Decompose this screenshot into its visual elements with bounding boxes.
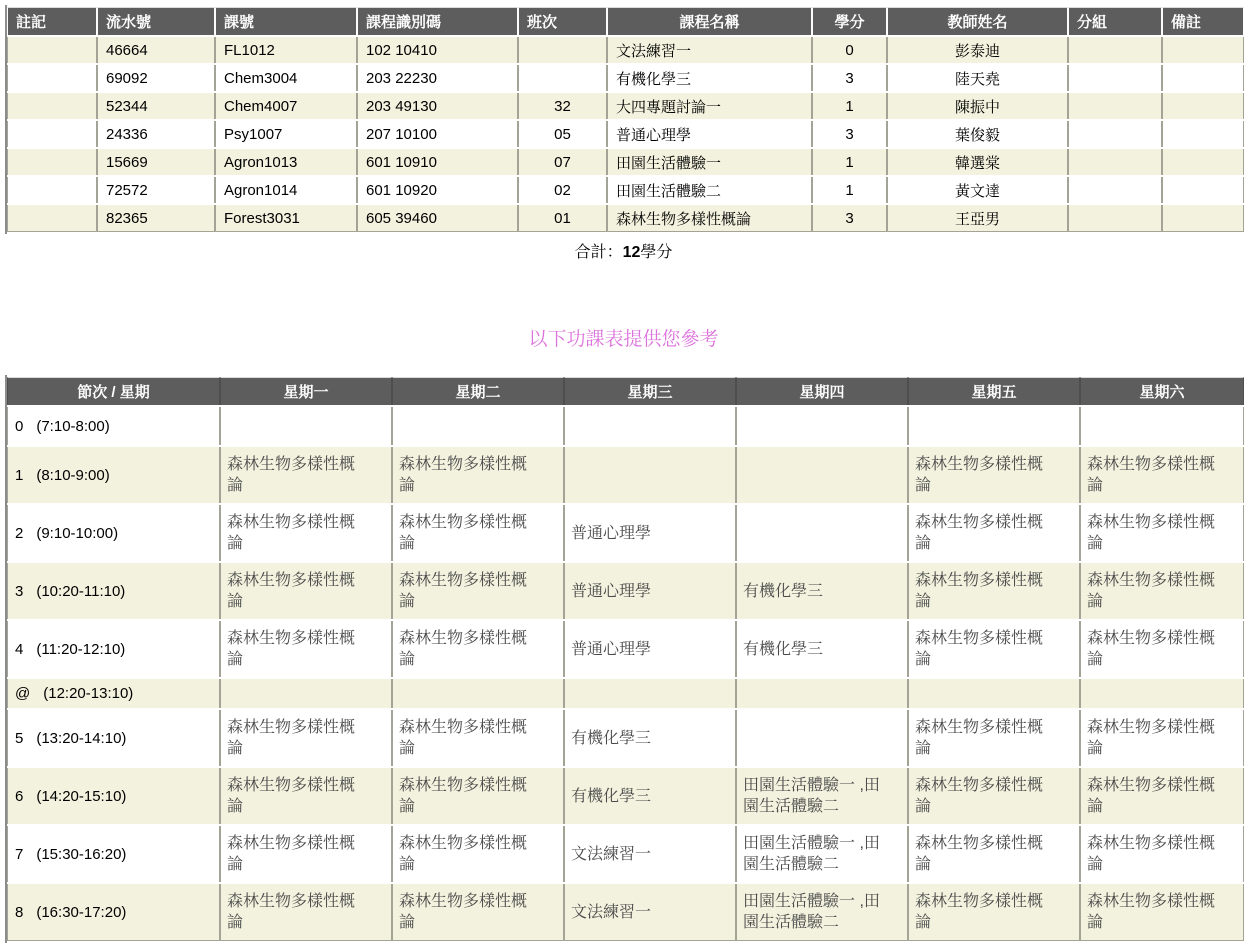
cell-remark bbox=[1162, 205, 1244, 232]
cell-note bbox=[7, 149, 97, 175]
cell-course-id: 102 10410 bbox=[357, 37, 518, 63]
cell-course-id: 207 10100 bbox=[357, 121, 518, 147]
period-cell bbox=[7, 768, 220, 824]
column-header: 星期五 bbox=[908, 377, 1080, 405]
timetable-cell bbox=[736, 768, 908, 824]
cell-name: 大四專題討論一 bbox=[607, 93, 812, 119]
timetable-row bbox=[7, 826, 1244, 882]
period-time: (12:20-13:10) bbox=[43, 685, 134, 702]
timetable-cell bbox=[908, 447, 1080, 503]
timetable-cell bbox=[220, 710, 392, 766]
course-row bbox=[7, 149, 1244, 175]
timetable-cell bbox=[736, 679, 908, 708]
column-header: 備註 bbox=[1162, 7, 1244, 35]
timetable-row bbox=[7, 884, 1244, 941]
timetable-cell bbox=[736, 884, 908, 941]
cell-remark bbox=[1162, 121, 1244, 147]
course-row bbox=[7, 205, 1244, 232]
timetable-cell bbox=[220, 505, 392, 561]
timetable-cell bbox=[908, 884, 1080, 941]
period-number: 2 bbox=[15, 524, 24, 542]
timetable-cell bbox=[392, 768, 564, 824]
cell-note bbox=[7, 37, 97, 63]
period-number: 4 bbox=[15, 640, 24, 658]
period-number: 6 bbox=[15, 787, 24, 805]
cell-course-id: 601 10910 bbox=[357, 149, 518, 175]
cell-remark bbox=[1162, 65, 1244, 91]
course-name: 森林生物多樣性概論 bbox=[227, 456, 356, 494]
period-number: 3 bbox=[15, 582, 24, 600]
timetable-cell bbox=[564, 679, 736, 708]
course-name: 有機化學三 bbox=[571, 787, 652, 805]
course-name: 森林生物多樣性概論 bbox=[227, 572, 356, 610]
column-header: 星期二 bbox=[392, 377, 564, 405]
column-header: 課程名稱 bbox=[607, 7, 812, 35]
course-table-body bbox=[7, 37, 1244, 232]
course-name: 森林生物多樣性概論 bbox=[1087, 514, 1216, 552]
course-list-table bbox=[5, 5, 1244, 234]
period-number: 8 bbox=[15, 903, 24, 921]
course-name: 有機化學三 bbox=[571, 729, 652, 747]
timetable-cell bbox=[1080, 768, 1244, 824]
period-cell bbox=[7, 679, 220, 708]
cell-serial: 69092 bbox=[97, 65, 215, 91]
cell-class-no bbox=[518, 65, 607, 91]
timetable-cell bbox=[736, 407, 908, 445]
cell-serial: 46664 bbox=[97, 37, 215, 63]
course-name: 森林生物多樣性概論 bbox=[399, 456, 528, 494]
cell-teacher: 葉俊毅 bbox=[887, 121, 1068, 147]
column-header: 星期四 bbox=[736, 377, 908, 405]
course-name: 森林生物多樣性概論 bbox=[915, 456, 1044, 494]
timetable-cell bbox=[564, 826, 736, 882]
cell-course-id: 601 10920 bbox=[357, 177, 518, 203]
timetable-row bbox=[7, 621, 1244, 677]
timetable-title: 以下功課表提供您參考 bbox=[528, 329, 719, 350]
cell-course-id: 203 49130 bbox=[357, 93, 518, 119]
course-row bbox=[7, 37, 1244, 63]
cell-credits: 1 bbox=[812, 149, 887, 175]
timetable-cell bbox=[1080, 710, 1244, 766]
period-time: (8:10-9:00) bbox=[36, 466, 110, 484]
period-time: (7:10-8:00) bbox=[36, 417, 110, 435]
credit-total-line bbox=[5, 239, 1242, 262]
course-row bbox=[7, 121, 1244, 147]
course-name: 森林生物多樣性概論 bbox=[1087, 630, 1216, 668]
timetable-cell bbox=[392, 447, 564, 503]
timetable-row bbox=[7, 563, 1244, 619]
column-header: 分組 bbox=[1068, 7, 1162, 35]
timetable-cell bbox=[392, 505, 564, 561]
cell-group bbox=[1068, 121, 1162, 147]
course-name: 森林生物多樣性概論 bbox=[399, 719, 528, 757]
credit-total-suffix: 學分 bbox=[640, 244, 673, 261]
cell-group bbox=[1068, 149, 1162, 175]
timetable-row bbox=[7, 768, 1244, 824]
timetable-cell bbox=[220, 768, 392, 824]
cell-credits: 0 bbox=[812, 37, 887, 63]
cell-credits: 3 bbox=[812, 205, 887, 232]
cell-teacher: 陸天堯 bbox=[887, 65, 1068, 91]
course-name: 森林生物多樣性概論 bbox=[915, 572, 1044, 610]
cell-group bbox=[1068, 205, 1162, 232]
cell-teacher: 王亞男 bbox=[887, 205, 1068, 232]
course-name: 森林生物多樣性概論 bbox=[1087, 456, 1216, 494]
column-header: 班次 bbox=[518, 7, 607, 35]
course-name: 森林生物多樣性概論 bbox=[227, 835, 356, 873]
period-number: 7 bbox=[15, 845, 24, 863]
timetable-cell bbox=[564, 768, 736, 824]
timetable-cell bbox=[220, 447, 392, 503]
course-name: 文法練習一 bbox=[571, 903, 652, 921]
timetable-cell bbox=[220, 407, 392, 445]
course-name: 森林生物多樣性概論 bbox=[399, 835, 528, 873]
column-header: 星期一 bbox=[220, 377, 392, 405]
period-cell bbox=[7, 710, 220, 766]
period-time: (16:30-17:20) bbox=[36, 903, 127, 921]
timetable-row bbox=[7, 710, 1244, 766]
column-header: 星期六 bbox=[1080, 377, 1244, 405]
course-name: 田園生活體驗一 ,田園生活體驗二 bbox=[743, 777, 880, 815]
column-header: 星期三 bbox=[564, 377, 736, 405]
timetable-cell bbox=[392, 884, 564, 941]
cell-name: 文法練習一 bbox=[607, 37, 812, 63]
course-name: 森林生物多樣性概論 bbox=[915, 630, 1044, 668]
cell-group bbox=[1068, 177, 1162, 203]
column-header: 註記 bbox=[7, 7, 97, 35]
period-cell bbox=[7, 826, 220, 882]
period-cell bbox=[7, 407, 220, 445]
timetable-cell bbox=[564, 505, 736, 561]
period-time: (14:20-15:10) bbox=[36, 787, 127, 805]
timetable-cell bbox=[908, 710, 1080, 766]
timetable-cell bbox=[392, 826, 564, 882]
course-name: 森林生物多樣性概論 bbox=[227, 514, 356, 552]
timetable-cell bbox=[1080, 447, 1244, 503]
credit-total-value: 12 bbox=[622, 244, 641, 261]
cell-course-no: Chem4007 bbox=[215, 93, 357, 119]
cell-note bbox=[7, 121, 97, 147]
cell-name: 有機化學三 bbox=[607, 65, 812, 91]
course-name: 普通心理學 bbox=[571, 524, 652, 542]
course-row bbox=[7, 177, 1244, 203]
timetable-cell bbox=[220, 679, 392, 708]
period-cell bbox=[7, 621, 220, 677]
course-name: 有機化學三 bbox=[743, 582, 824, 600]
cell-name: 森林生物多樣性概論 bbox=[607, 205, 812, 232]
course-name: 普通心理學 bbox=[571, 582, 652, 600]
timetable-cell bbox=[220, 884, 392, 941]
timetable-cell bbox=[908, 621, 1080, 677]
timetable-cell bbox=[564, 621, 736, 677]
timetable-cell bbox=[392, 407, 564, 445]
course-name: 森林生物多樣性概論 bbox=[399, 630, 528, 668]
timetable-body bbox=[7, 407, 1244, 941]
period-time: (15:30-16:20) bbox=[36, 845, 127, 863]
course-name: 田園生活體驗一 ,田園生活體驗二 bbox=[743, 893, 880, 931]
timetable-row bbox=[7, 679, 1244, 708]
column-header: 課程識別碼 bbox=[357, 7, 518, 35]
timetable-cell bbox=[1080, 505, 1244, 561]
cell-name: 普通心理學 bbox=[607, 121, 812, 147]
timetable-cell bbox=[736, 710, 908, 766]
course-name: 田園生活體驗一 ,田園生活體驗二 bbox=[743, 835, 880, 873]
cell-name: 田園生活體驗二 bbox=[607, 177, 812, 203]
course-name: 森林生物多樣性概論 bbox=[915, 893, 1044, 931]
timetable-cell bbox=[392, 710, 564, 766]
timetable-row bbox=[7, 505, 1244, 561]
cell-serial: 72572 bbox=[97, 177, 215, 203]
cell-group bbox=[1068, 37, 1162, 63]
course-name: 森林生物多樣性概論 bbox=[1087, 893, 1216, 931]
timetable-cell bbox=[736, 826, 908, 882]
timetable-cell bbox=[908, 563, 1080, 619]
cell-teacher: 陳振中 bbox=[887, 93, 1068, 119]
course-row bbox=[7, 65, 1244, 91]
cell-credits: 3 bbox=[812, 65, 887, 91]
cell-note bbox=[7, 93, 97, 119]
period-number: @ bbox=[15, 685, 31, 702]
cell-remark bbox=[1162, 93, 1244, 119]
cell-serial: 82365 bbox=[97, 205, 215, 232]
timetable-cell bbox=[220, 563, 392, 619]
timetable-cell bbox=[908, 768, 1080, 824]
timetable-cell bbox=[908, 679, 1080, 708]
cell-name: 田園生活體驗一 bbox=[607, 149, 812, 175]
timetable-cell bbox=[1080, 826, 1244, 882]
cell-credits: 1 bbox=[812, 93, 887, 119]
cell-credits: 3 bbox=[812, 121, 887, 147]
column-header: 課號 bbox=[215, 7, 357, 35]
period-time: (9:10-10:00) bbox=[36, 524, 119, 542]
course-row bbox=[7, 93, 1244, 119]
period-cell bbox=[7, 447, 220, 503]
cell-note bbox=[7, 177, 97, 203]
course-name: 普通心理學 bbox=[571, 640, 652, 658]
period-cell bbox=[7, 505, 220, 561]
timetable-cell bbox=[736, 447, 908, 503]
timetable-cell bbox=[908, 505, 1080, 561]
course-name: 森林生物多樣性概論 bbox=[227, 893, 356, 931]
timetable-cell bbox=[564, 884, 736, 941]
cell-course-no: Chem3004 bbox=[215, 65, 357, 91]
course-name: 森林生物多樣性概論 bbox=[1087, 572, 1216, 610]
course-name: 文法練習一 bbox=[571, 845, 652, 863]
credit-total-label: 合計： bbox=[574, 244, 623, 261]
timetable-cell bbox=[736, 505, 908, 561]
cell-teacher: 彭泰迪 bbox=[887, 37, 1068, 63]
timetable-cell bbox=[392, 679, 564, 708]
period-number: 5 bbox=[15, 729, 24, 747]
course-name: 森林生物多樣性概論 bbox=[915, 719, 1044, 757]
course-name: 森林生物多樣性概論 bbox=[399, 572, 528, 610]
column-header: 學分 bbox=[812, 7, 887, 35]
timetable-cell bbox=[1080, 621, 1244, 677]
course-table-header-row bbox=[7, 7, 1244, 35]
timetable-cell bbox=[392, 563, 564, 619]
timetable-cell bbox=[1080, 407, 1244, 445]
cell-serial: 15669 bbox=[97, 149, 215, 175]
timetable-row bbox=[7, 407, 1244, 445]
timetable-cell bbox=[736, 563, 908, 619]
cell-class-no: 32 bbox=[518, 93, 607, 119]
course-name: 森林生物多樣性概論 bbox=[915, 835, 1044, 873]
period-cell bbox=[7, 884, 220, 941]
course-name: 森林生物多樣性概論 bbox=[1087, 835, 1216, 873]
period-cell bbox=[7, 563, 220, 619]
course-name: 森林生物多樣性概論 bbox=[1087, 719, 1216, 757]
cell-group bbox=[1068, 65, 1162, 91]
cell-credits: 1 bbox=[812, 177, 887, 203]
timetable-cell bbox=[908, 407, 1080, 445]
timetable-row bbox=[7, 447, 1244, 503]
course-name: 森林生物多樣性概論 bbox=[227, 777, 356, 815]
timetable-cell bbox=[220, 621, 392, 677]
period-number: 1 bbox=[15, 466, 24, 484]
cell-teacher: 韓選棠 bbox=[887, 149, 1068, 175]
cell-course-id: 203 22230 bbox=[357, 65, 518, 91]
cell-course-no: Psy1007 bbox=[215, 121, 357, 147]
cell-serial: 52344 bbox=[97, 93, 215, 119]
timetable-cell bbox=[220, 826, 392, 882]
cell-class-no: 05 bbox=[518, 121, 607, 147]
cell-class-no bbox=[518, 37, 607, 63]
cell-class-no: 02 bbox=[518, 177, 607, 203]
timetable-header-row bbox=[7, 377, 1244, 405]
timetable-cell bbox=[564, 710, 736, 766]
course-name: 森林生物多樣性概論 bbox=[915, 777, 1044, 815]
timetable-cell bbox=[1080, 884, 1244, 941]
timetable-cell bbox=[1080, 679, 1244, 708]
timetable bbox=[5, 375, 1244, 943]
timetable-cell bbox=[392, 621, 564, 677]
course-name: 森林生物多樣性概論 bbox=[915, 514, 1044, 552]
cell-class-no: 07 bbox=[518, 149, 607, 175]
course-name: 森林生物多樣性概論 bbox=[227, 719, 356, 757]
cell-remark bbox=[1162, 149, 1244, 175]
cell-course-no: Agron1014 bbox=[215, 177, 357, 203]
period-number: 0 bbox=[15, 417, 24, 435]
course-name: 有機化學三 bbox=[743, 640, 824, 658]
cell-note bbox=[7, 205, 97, 232]
course-name: 森林生物多樣性概論 bbox=[399, 514, 528, 552]
course-name: 森林生物多樣性概論 bbox=[399, 893, 528, 931]
column-header: 教師姓名 bbox=[887, 7, 1068, 35]
timetable-cell bbox=[736, 621, 908, 677]
cell-teacher: 黃文達 bbox=[887, 177, 1068, 203]
cell-remark bbox=[1162, 37, 1244, 63]
timetable-cell bbox=[908, 826, 1080, 882]
timetable-cell bbox=[564, 563, 736, 619]
cell-course-no: Agron1013 bbox=[215, 149, 357, 175]
course-name: 森林生物多樣性概論 bbox=[1087, 777, 1216, 815]
cell-course-no: FL1012 bbox=[215, 37, 357, 63]
cell-class-no: 01 bbox=[518, 205, 607, 232]
timetable-cell bbox=[1080, 563, 1244, 619]
course-name: 森林生物多樣性概論 bbox=[399, 777, 528, 815]
timetable-cell bbox=[564, 447, 736, 503]
cell-course-no: Forest3031 bbox=[215, 205, 357, 232]
course-name: 森林生物多樣性概論 bbox=[227, 630, 356, 668]
column-header: 流水號 bbox=[97, 7, 215, 35]
column-header: 節次 / 星期 bbox=[7, 377, 220, 405]
timetable-cell bbox=[564, 407, 736, 445]
cell-serial: 24336 bbox=[97, 121, 215, 147]
cell-course-id: 605 39460 bbox=[357, 205, 518, 232]
cell-remark bbox=[1162, 177, 1244, 203]
period-time: (13:20-14:10) bbox=[36, 729, 127, 747]
cell-note bbox=[7, 65, 97, 91]
period-time: (10:20-11:10) bbox=[36, 582, 126, 600]
cell-group bbox=[1068, 93, 1162, 119]
period-time: (11:20-12:10) bbox=[36, 640, 126, 658]
